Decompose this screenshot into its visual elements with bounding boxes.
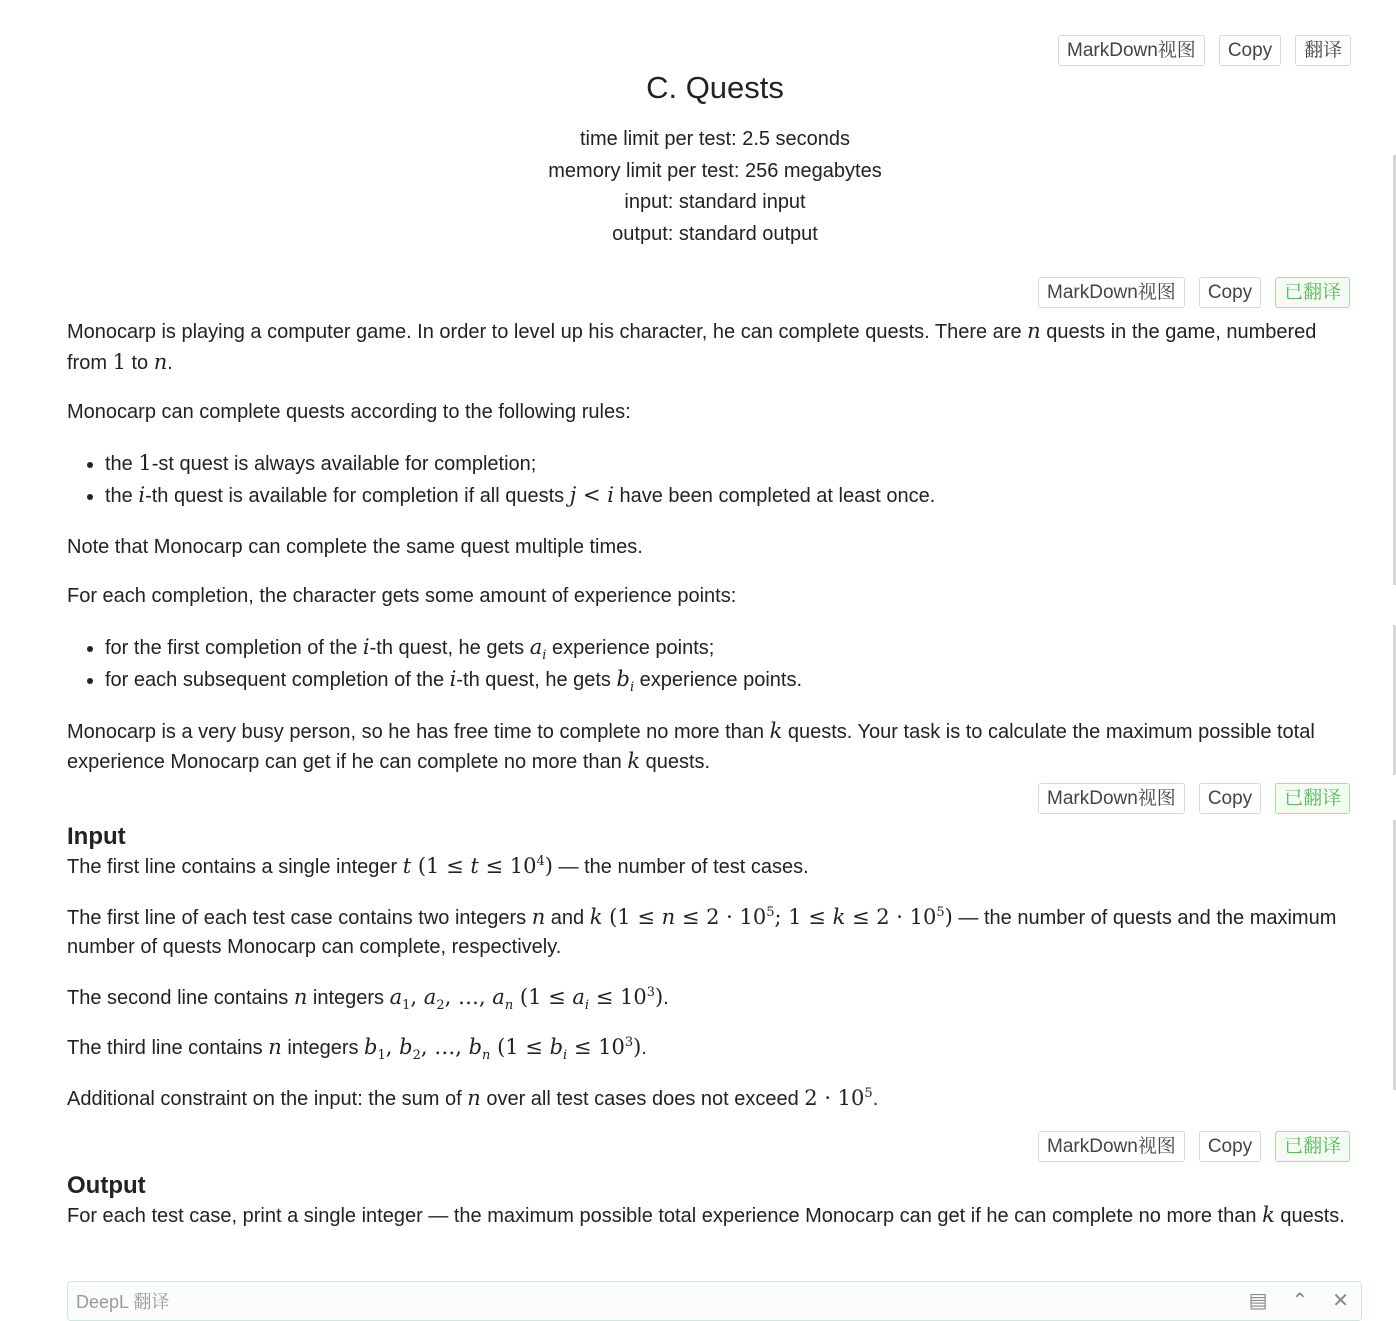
- list-item: • the 1-st quest is always available for completion;: [105, 448, 1357, 481]
- copy-button[interactable]: Copy: [1199, 783, 1261, 814]
- input-heading: Input: [67, 823, 126, 850]
- deepl-label: DeepL 翻译: [76, 1292, 170, 1312]
- input-paragraph: The first line contains a single integer t $(1 \le t \le 10^4)$ — the number of test cases.: [67, 854, 809, 878]
- deepl-controls: [1249, 1288, 1349, 1313]
- memory-limit: memory limit per test: 256 megabytes: [548, 159, 882, 182]
- list-item: • the i-th quest is available for completion if all quests j < i have been completed at least once.: [105, 480, 1357, 513]
- copy-button[interactable]: Copy: [1199, 1131, 1261, 1162]
- time-limit: time limit per test: 2.5 seconds: [579, 128, 851, 150]
- markdown-view-button[interactable]: MarkDown视图: [1058, 35, 1205, 66]
- input-toolbar: [1038, 783, 1350, 814]
- experience-list: [67, 632, 1357, 697]
- output-heading: Output: [67, 1172, 146, 1199]
- close-icon[interactable]: ✕: [1332, 1290, 1349, 1312]
- problem-statement: [67, 317, 1357, 778]
- input-paragraph: The second line contains n integers $a_1$, $a_2$, …, $a_n$ $(1 \le a_i \le 10^3)$.: [67, 984, 669, 1013]
- statement-paragraph: Monocarp is a very busy person, so he has free time to complete no more than k quests. Your task is to calculate the maximum possible total experience Monocarp can get if he can complete no more than k quests.: [67, 718, 1315, 773]
- statement-paragraph: Monocarp is playing a computer game. In order to level up his character, he can complete quests. There are n quests in the game, numbered from 1 to n.: [67, 319, 1317, 374]
- markdown-view-button[interactable]: MarkDown视图: [1038, 277, 1185, 308]
- header-toolbar: [1058, 35, 1351, 66]
- input-paragraph: Additional constraint on the input: the sum of n over all test cases does not exceed $2 \cdot 10^5$.: [67, 1085, 879, 1110]
- statement-toolbar: [1038, 277, 1350, 308]
- problem-limits: [0, 124, 1396, 250]
- deepl-panel: [67, 1281, 1362, 1321]
- translate-button[interactable]: 翻译: [1295, 35, 1351, 66]
- statement-paragraph: Note that Monocarp can complete the same quest multiple times.: [67, 535, 643, 558]
- markdown-view-button[interactable]: MarkDown视图: [1038, 783, 1185, 814]
- statement-paragraph: Monocarp can complete quests according to the following rules:: [67, 401, 631, 423]
- input-spec: input: standard input: [624, 191, 806, 213]
- document-icon[interactable]: ▤: [1248, 1290, 1268, 1312]
- output-paragraph: For each test case, print a single integer — the maximum possible total experience Monocarp can get if he can complete no more than k quests.: [67, 1203, 1345, 1227]
- output-spec: output: standard output: [612, 222, 818, 245]
- copy-button[interactable]: Copy: [1219, 35, 1281, 66]
- list-item: • for each subsequent completion of the i-th quest, he gets $b_i$ experience points.: [105, 664, 1357, 697]
- list-item: • for the first completion of the i-th quest, he gets $a_i$ experience points;: [105, 632, 1357, 665]
- translated-button[interactable]: 已翻译: [1275, 277, 1350, 308]
- translated-button[interactable]: 已翻译: [1275, 783, 1350, 814]
- markdown-view-button[interactable]: MarkDown视图: [1038, 1131, 1185, 1162]
- output-section: [67, 1171, 1357, 1232]
- translated-button[interactable]: 已翻译: [1275, 1131, 1350, 1162]
- input-paragraph: The first line of each test case contains two integers n and k ($1 \le n \le 2 \cdot 10^5$; $1 \le k \le 2 \cdot 10^5$) — the number of quests and the maximum number of quests Monocarp can complete, respectively.: [67, 904, 1337, 958]
- input-paragraph: The third line contains n integers $b_1$, $b_2$, …, $b_n$ $(1 \le b_i \le 10^3)$.: [67, 1035, 647, 1064]
- collapse-icon[interactable]: ⌃: [1291, 1290, 1309, 1312]
- input-section: [67, 822, 1357, 1114]
- statement-paragraph: For each completion, the character gets some amount of experience points:: [67, 585, 737, 607]
- output-toolbar: [1038, 1131, 1350, 1162]
- rules-list: [67, 448, 1357, 513]
- problem-title: C. Quests: [646, 70, 784, 105]
- copy-button[interactable]: Copy: [1199, 277, 1261, 308]
